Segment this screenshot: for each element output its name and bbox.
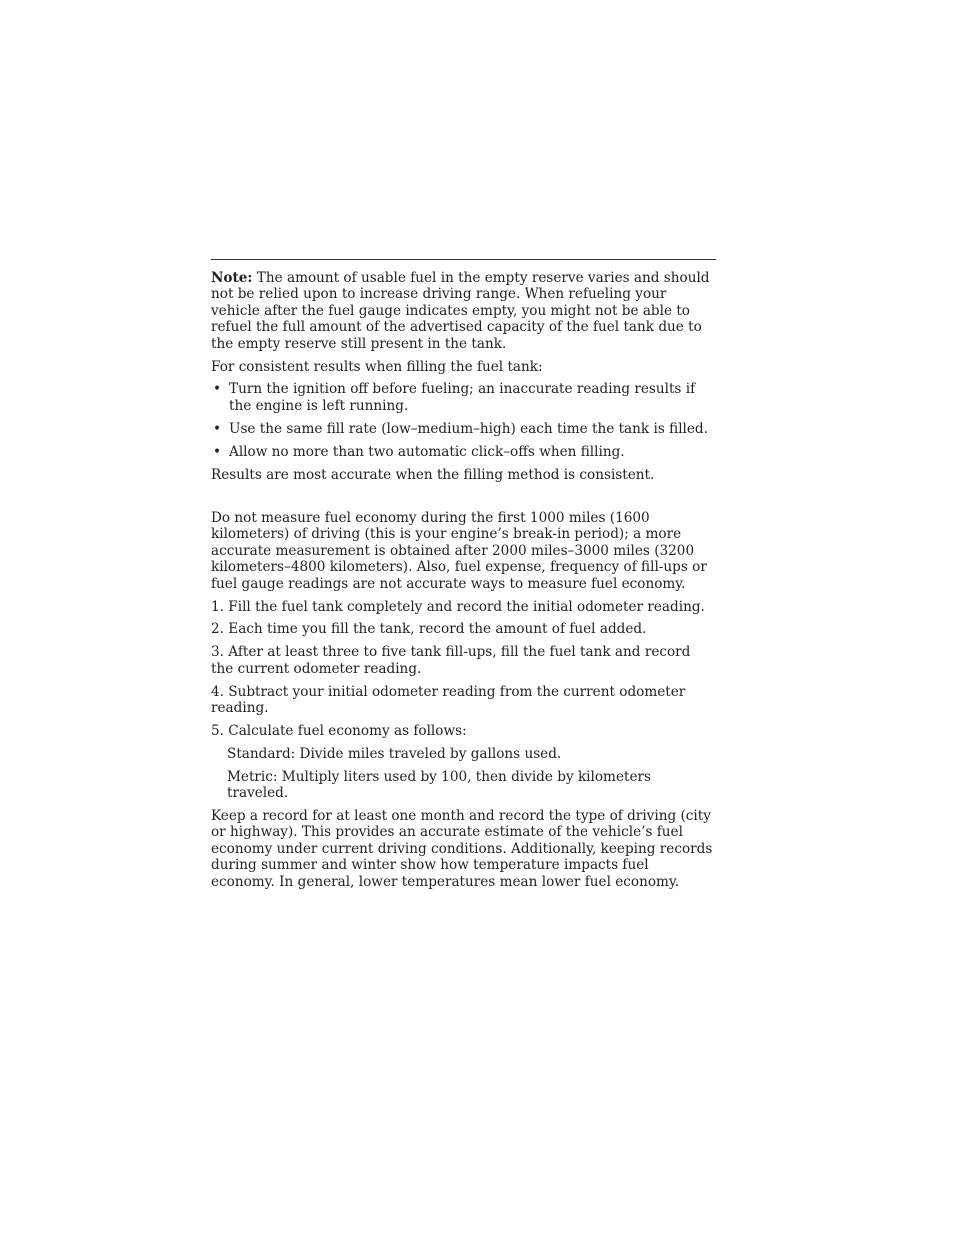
section-spacer bbox=[211, 483, 716, 510]
step-3: 3. After at least three to five tank fill-ups, fill the fuel tank and record the current odometer reading. bbox=[211, 644, 691, 677]
consistent-intro: For consistent results when filling the fuel tank: bbox=[211, 358, 543, 375]
list-item-text: Turn the ignition off before fueling; an inaccurate reading results if the engine is left running. bbox=[229, 381, 696, 414]
list-item-text: Allow no more than two automatic click–offs when filling. bbox=[229, 443, 625, 460]
bullet-icon: • bbox=[213, 443, 222, 460]
step-4: 4. Subtract your initial odometer reading from the current odometer reading. bbox=[211, 683, 686, 717]
bullet-icon: • bbox=[213, 381, 222, 398]
consistent-bullet-list bbox=[211, 381, 716, 460]
top-rule bbox=[211, 259, 716, 260]
list-item-text: Use the same fill rate (low–medium–high) each time the tank is filled. bbox=[229, 420, 708, 437]
step-1: 1. Fill the fuel tank completely and record the initial odometer reading. bbox=[211, 598, 705, 615]
page-content bbox=[211, 259, 716, 890]
record-paragraph: Keep a record for at least one month and record the type of driving (city or highway). This provides an accurate estimate of the vehicle’s fuel economy under current driving conditions. Additionally, keeping records during summer and winter show how temperature impacts fuel economy. In general, lower temperatures mean lower fuel economy. bbox=[211, 808, 713, 890]
bullet-icon: • bbox=[213, 420, 222, 437]
step-5: 5. Calculate fuel economy as follows: bbox=[211, 722, 467, 739]
note-text: The amount of usable fuel in the empty reserve varies and should not be relied upon to increase driving range. When refueling your vehicle after the fuel gauge indicates empty, you might not be able to refuel the full amount of the advertised capacity of the fuel tank due to the empty reserve still present in the tank. bbox=[211, 270, 710, 352]
note-label: Note: bbox=[211, 270, 253, 286]
step-2: 2. Each time you fill the tank, record the amount of fuel added. bbox=[211, 621, 647, 638]
results-paragraph: Results are most accurate when the filling method is consistent. bbox=[211, 466, 655, 483]
list-item bbox=[211, 381, 716, 414]
note-paragraph bbox=[211, 270, 716, 352]
measure-intro-paragraph: Do not measure fuel economy during the first 1000 miles (1600 kilometers) of driving (this is your engine’s break-in period); a more accurate measurement is obtained after 2000 miles–3000 miles (3200 kilometers–4800 kilometers). Also, fuel expense, frequency of fill-ups or fuel gauge readings are not accurate ways to measure fuel economy. bbox=[211, 509, 707, 592]
calc-standard: Standard: Divide miles traveled by gallons used. bbox=[227, 745, 562, 762]
calc-metric: Metric: Multiply liters used by 100, then divide by kilometers traveled. bbox=[227, 768, 651, 802]
list-item bbox=[211, 421, 716, 437]
list-item bbox=[211, 444, 716, 460]
